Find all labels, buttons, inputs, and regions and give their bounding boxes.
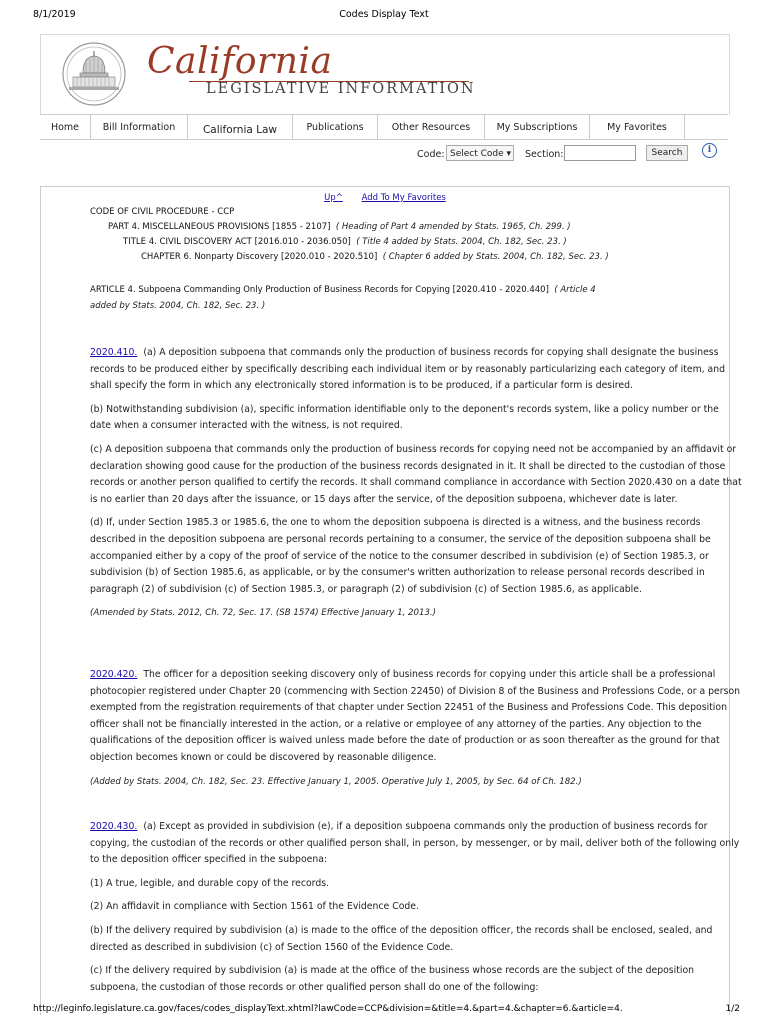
chapter-note: ( Chapter 6 added by Stats. 2004, Ch. 182, Sec. 23. ) [382, 252, 609, 262]
s420-body: The officer for a deposition seeking discovery only of business records for copying under this article shall be a professional photocopier registered under Chapter 20 (commencing with Section 22450) of Division 8 of the Business and Professions Code, or a person exempted from the registration requirements of that chapter under Section 22451 of the Business and Professions Code. This deposition officer shall not be financially interested in the action, or a relative or employee of any attorney of the parties. Any objection to the qualifications of the deposition officer is waived unless made before the date of production or as soon thereafter as the ground for that objection becomes known or could be discovered by reasonable diligence. [90, 669, 741, 763]
nav-bill-information[interactable]: Bill Information [91, 115, 188, 139]
code-label: Code: [417, 149, 445, 160]
info-icon[interactable]: i [702, 143, 717, 158]
s410-a [90, 345, 742, 395]
s410-b: (b) Notwithstanding subdivision (a), specific information identifiable only to the deponent's records system, like a policy number or the date when a consumer interacted with the witness, is not required. [90, 403, 719, 432]
code-search-bar [0, 145, 768, 165]
add-to-favorites-link[interactable]: Add To My Favorites [361, 193, 446, 203]
title-heading-text: TITLE 4. CIVIL DISCOVERY ACT [2016.010 - 2036.050] [123, 237, 351, 247]
article-heading [90, 285, 596, 295]
print-url: http://leginfo.legislature.ca.gov/faces/codes_displayText.xhtml?lawCode=CCP&division=&title=4.&part=4.&chapter=6.&article=4. [33, 1004, 623, 1014]
search-button[interactable]: Search [646, 145, 688, 161]
nav-publications[interactable]: Publications [293, 115, 378, 139]
section-link-2020-430[interactable]: 2020.430. [90, 821, 138, 832]
part-heading-text: PART 4. MISCELLANEOUS PROVISIONS [1855 - 2107] [108, 222, 331, 232]
brand-script-title: California [147, 41, 333, 82]
section-2020-410 [90, 345, 742, 629]
s430-a2: (2) An affidavit in compliance with Section 1561 of the Evidence Code. [90, 901, 419, 913]
title-heading [123, 237, 567, 247]
nav-my-favorites[interactable]: My Favorites [590, 115, 685, 139]
s410-history: (Amended by Stats. 2012, Ch. 72, Sec. 17. (SB 1574) Effective January 1, 2013.) [90, 608, 437, 619]
code-heading: CODE OF CIVIL PROCEDURE - CCP [90, 207, 235, 217]
section-label: Section: [525, 149, 564, 160]
article-heading-text: ARTICLE 4. Subpoena Commanding Only Production of Business Records for Copying [2020.410 - 2020.440] [90, 285, 549, 295]
code-content [40, 186, 742, 1015]
print-date: 8/1/2019 [33, 9, 76, 20]
section-link-2020-410[interactable]: 2020.410. [90, 347, 138, 358]
print-page-number: 1/2 [725, 1004, 740, 1014]
print-footer [0, 1002, 768, 1024]
print-header [0, 0, 768, 22]
section-2020-430 [90, 819, 742, 1003]
site-header [40, 34, 730, 115]
s410-c: (c) A deposition subpoena that commands only the production of business records for copying need not be accompanied by an affidavit or declaration showing good cause for the production of the business records designated in it. It shall be directed to the custodian of those records or another person qualified to certify the records. It shall command compliance in accordance with Section 2020.430 on a date that is no earlier than 20 days after the issuance, or 15 days after the service, of the deposition subpoena, whichever date is later. [90, 443, 742, 505]
nav-home[interactable]: Home [40, 115, 91, 139]
nav-other-resources[interactable]: Other Resources [378, 115, 485, 139]
article-note-line2 [90, 301, 265, 311]
capitol-dome-logo[interactable] [61, 41, 127, 107]
s430-b: (b) If the delivery required by subdivision (a) is made to the office of the deposition officer, the records shall be enclosed, sealed, and directed as described in subdivision (c) of Section 1560 of the Evidence Code. [90, 924, 713, 953]
part-heading [108, 222, 571, 232]
section-input[interactable] [564, 145, 636, 161]
chapter-heading [141, 252, 609, 262]
top-links [41, 193, 729, 203]
s420-text [90, 667, 742, 767]
up-link[interactable]: Up^ [324, 193, 343, 203]
s430-c: (c) If the delivery required by subdivision (a) is made at the office of the business whose records are the subject of the deposition subpoena, the custodian of those records or other qualified person shall do one of the following: [90, 965, 695, 993]
s430-a [90, 819, 742, 869]
s430-a-text: (a) Except as provided in subdivision (e), if a deposition subpoena commands only the production of business records for copying, the custodian of the records or other qualified person shall, in person, by messenger, or by mail, deliver both of the following only to the deposition officer specified in the subpoena: [90, 821, 740, 866]
article-note-1: ( Article 4 [554, 285, 596, 295]
title-note: ( Title 4 added by Stats. 2004, Ch. 182, Sec. 23. ) [356, 237, 567, 247]
chapter-heading-text: CHAPTER 6. Nonparty Discovery [2020.010 - 2020.510] [141, 252, 378, 262]
nav-california-law[interactable]: California Law [188, 115, 293, 139]
section-2020-420 [90, 667, 742, 797]
code-select[interactable]: Select Code ▾ [446, 145, 514, 161]
s420-history: (Added by Stats. 2004, Ch. 182, Sec. 23. Effective January 1, 2005. Operative July 1, 2005, by Sec. 64 of Ch. 182.) [90, 776, 582, 787]
nav-my-subscriptions[interactable]: My Subscriptions [485, 115, 590, 139]
part-note: ( Heading of Part 4 amended by Stats. 1965, Ch. 299. ) [335, 222, 571, 232]
main-nav [40, 114, 728, 140]
brand-subtitle: LEGISLATIVE INFORMATION [206, 81, 476, 97]
s430-a1: (1) A true, legible, and durable copy of the records. [90, 877, 330, 889]
s410-d: (d) If, under Section 1985.3 or 1985.6, the one to whom the deposition subpoena is directed is a witness, and the business records described in the deposition subpoena are personal records pertaining to a consumer, the service of the deposition subpoena shall be accompanied either by a copy of the proof of service of the notice to the consumer described in subdivision (e) of Section 1985.3, or subdivision (b) of Section 1985.6, as applicable, or by the consumer's written authorization to release personal records described in paragraph (2) of subdivision (c) of Section 1985.3, or paragraph (2) of subdivision (c) of Section 1985.6, as applicable. [90, 517, 711, 595]
article-note-2: added by Stats. 2004, Ch. 182, Sec. 23. ) [90, 301, 266, 311]
s410-a-text: (a) A deposition subpoena that commands only the production of business records for copying shall designate the business records to be produced either by specifically describing each individual item or by reasonably particularizing each category of item, and shall specify the form in which any electronically stored information is to be produced, if a particular form is desired. [90, 347, 726, 392]
print-title: Codes Display Text [339, 9, 429, 20]
section-link-2020-420[interactable]: 2020.420. [90, 669, 138, 680]
